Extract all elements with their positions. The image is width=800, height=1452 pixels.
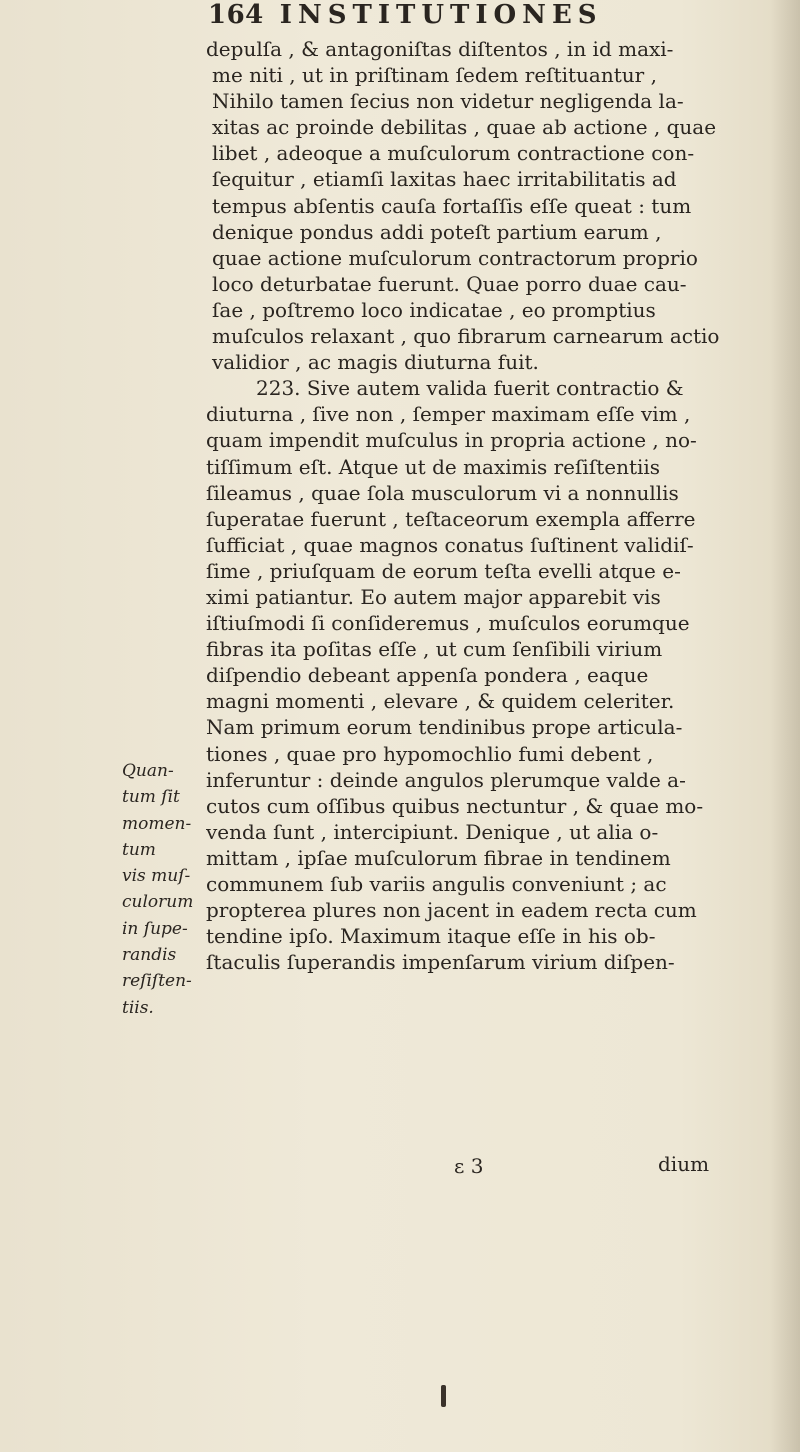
- text-line: propterea plures non jacent in eadem recta cum: [206, 898, 697, 923]
- main-text-block: [206, 28, 761, 975]
- page-footer: [206, 1152, 761, 1182]
- text-line: iſtiuſmodi ſi conſideremus , muſculos eorumque: [206, 611, 690, 636]
- text-line: me niti , ut in priſtinam ſedem reſtituantur ,: [212, 63, 657, 88]
- signature-mark: ɛ 3: [454, 1154, 484, 1178]
- ink-blot: [441, 1385, 446, 1407]
- catchword: dium: [658, 1152, 710, 1176]
- text-line: tiones , quae pro hypomochlio fumi debent ,: [206, 741, 654, 766]
- margin-note-line: randis: [122, 945, 177, 966]
- text-line: inferuntur : deinde angulos plerumque valde a-: [206, 767, 686, 792]
- text-line: diſpendio debeant appenſa pondera , eaque: [206, 663, 649, 688]
- margin-note-line: reſiſten-: [122, 971, 192, 992]
- text-line: tempus abſentis cauſa fortaſſis eſſe queat : tum: [212, 193, 692, 218]
- margin-note-line: tum ſit: [122, 787, 180, 808]
- margin-note-line: momen-: [122, 813, 192, 834]
- margin-note: [122, 758, 202, 1021]
- text-line: denique pondus addi poteſt partium earum ,: [212, 219, 662, 244]
- margin-note-line: vis muſ-: [122, 866, 191, 887]
- margin-note-line: Quan-: [122, 761, 174, 781]
- text-line: tiſſimum eſt. Atque ut de maximis reſiſtentiis: [206, 454, 661, 479]
- text-line: diuturna , ſive non , ſemper maximam eſſe vim ,: [206, 402, 691, 427]
- text-line: ſuperatae fuerunt , teſtaceorum exempla afferre: [206, 506, 696, 531]
- text-line: mittam , ipſae muſculorum fibrae in tendinem: [206, 845, 671, 870]
- margin-note-line: culorum: [122, 892, 194, 913]
- text-line: ſufficiat , quae magnos conatus ſuſtinent validiſ-: [206, 532, 694, 557]
- text-line: xitas ac proinde debilitas , quae ab actione , quae: [212, 115, 717, 140]
- text-line: ſime , priuſquam de eorum teſta evelli atque e-: [206, 558, 681, 583]
- text-line: ſequitur , etiamſi laxitas haec irritabilitatis ad: [212, 167, 677, 192]
- text-line: fibras ita poſitas eſſe , ut cum ſenſibili virium: [206, 637, 663, 662]
- text-line: loco deturbatae fuerunt. Quae porro duae cau-: [212, 271, 687, 296]
- page-number: 164: [208, 0, 264, 30]
- text-line: magni momenti , elevare , & quidem celeriter.: [206, 689, 675, 714]
- text-line: Nihilo tamen ſecius non videtur negligenda la-: [212, 89, 684, 114]
- text-line: quae actione muſculorum contractorum proprio: [212, 245, 698, 270]
- running-title: INSTITUTIONES: [279, 0, 603, 30]
- text-line: venda ſunt , intercipiunt. Denique , ut alia o-: [206, 819, 659, 844]
- text-line: validior , ac magis diuturna fuit.: [212, 350, 539, 375]
- margin-note-line: tiis.: [122, 997, 154, 1018]
- text-line: quam impendit muſculus in propria actione , no-: [206, 428, 697, 453]
- section-223-start: 223. Sive autem valida fuerit contractio &: [256, 376, 684, 401]
- text-line: ximi patiantur. Eo autem major apparebit vis: [206, 584, 661, 609]
- text-line: depulſa , & antagoniſtas diſtentos , in id maxi-: [206, 37, 674, 61]
- text-line: ſileamus , quae ſola musculorum vi a nonnullis: [206, 480, 679, 505]
- text-line: ſtaculis ſuperandis impenſarum virium diſpen-: [206, 950, 675, 975]
- text-line: ſae , poſtremo loco indicatae , eo promptius: [212, 297, 656, 322]
- page-edge-shadow: [770, 0, 800, 1452]
- margin-note-line: in ſupe-: [122, 918, 188, 939]
- text-line: communem ſub variis angulis conveniunt ; ac: [206, 872, 667, 896]
- text-line: cutos cum oſſibus quibus nectuntur , & quae mo-: [206, 793, 704, 818]
- text-line: tendine ipſo. Maximum itaque eſſe in his ob-: [206, 924, 656, 949]
- margin-note-line: tum: [122, 839, 156, 860]
- text-line: muſculos relaxant , quo fibrarum carnearum actio: [212, 324, 720, 349]
- text-line: libet , adeoque a muſculorum contractione con-: [212, 141, 695, 166]
- text-line: Nam primum eorum tendinibus prope articula-: [206, 715, 683, 740]
